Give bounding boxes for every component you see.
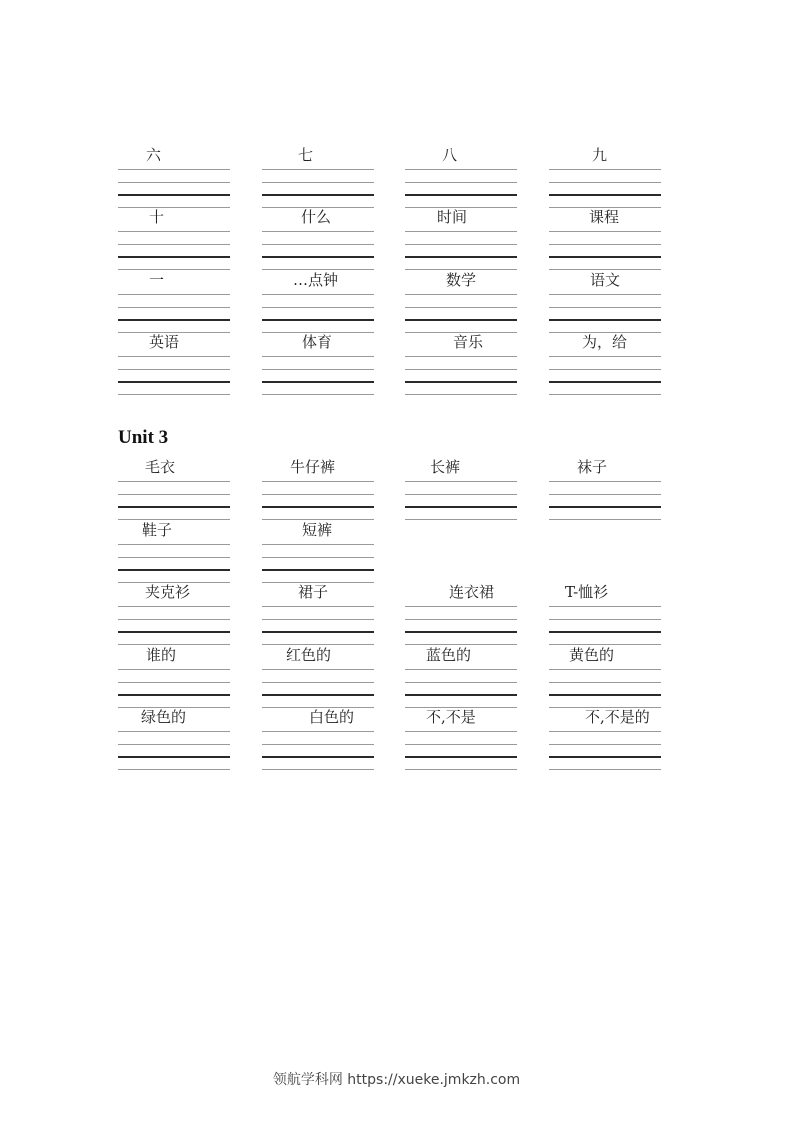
- vocab-word: 八: [442, 146, 458, 164]
- vocab-word: 不,不是的: [585, 708, 650, 726]
- vocab-cell: [549, 332, 661, 388]
- vocab-word: 七: [298, 146, 314, 164]
- vocab-word: 裙子: [298, 583, 329, 601]
- vocab-word: 牛仔裤: [290, 458, 336, 476]
- vocab-row: [0, 270, 793, 330]
- vocab-word: 谁的: [146, 646, 177, 664]
- vocab-cell: [549, 270, 661, 326]
- vocab-row: [0, 457, 793, 517]
- vocab-cell: [118, 645, 230, 701]
- vocab-word: 数学: [446, 271, 477, 289]
- vocab-word: 英语: [149, 333, 180, 351]
- vocab-word: 连衣裙: [449, 583, 495, 601]
- vocab-word: 语文: [590, 271, 621, 289]
- vocab-cell: [262, 707, 374, 763]
- vocab-cell: [405, 207, 517, 263]
- vocab-cell: [262, 457, 374, 513]
- vocab-cell: [262, 520, 374, 576]
- vocab-word: 课程: [589, 208, 620, 226]
- vocab-word: 什么: [301, 208, 332, 226]
- vocab-cell: [118, 332, 230, 388]
- vocab-word: 九: [592, 146, 608, 164]
- vocab-cell: [549, 145, 661, 201]
- vocab-cell: [405, 332, 517, 388]
- vocab-word: …点钟: [293, 271, 339, 289]
- vocab-cell: [262, 582, 374, 638]
- vocab-word: 时间: [437, 208, 468, 226]
- vocab-row: [0, 332, 793, 392]
- vocab-word: 绿色的: [141, 708, 187, 726]
- vocab-cell: [549, 707, 661, 763]
- vocab-word: 六: [146, 146, 162, 164]
- vocab-word: 红色的: [286, 646, 332, 664]
- vocab-word: 黄色的: [569, 646, 615, 664]
- vocab-word: 长裤: [430, 458, 461, 476]
- vocab-cell: [118, 707, 230, 763]
- vocab-cell: [262, 645, 374, 701]
- vocab-cell: [549, 457, 661, 513]
- vocab-word: 短裤: [302, 521, 333, 539]
- vocab-cell: [118, 457, 230, 513]
- vocab-cell: [118, 145, 230, 201]
- vocab-row: [0, 520, 793, 580]
- vocab-cell: [405, 457, 517, 513]
- vocab-cell: [118, 582, 230, 638]
- vocab-cell: [405, 145, 517, 201]
- vocab-word: 音乐: [453, 333, 484, 351]
- vocab-cell: [118, 270, 230, 326]
- vocab-cell: [118, 520, 230, 576]
- unit-title: Unit 3: [118, 427, 169, 448]
- vocab-word: 一: [149, 271, 165, 289]
- vocab-word: 袜子: [577, 458, 608, 476]
- vocab-word: 体育: [302, 333, 333, 351]
- vocab-cell: [405, 645, 517, 701]
- vocab-word: T-恤衫: [565, 583, 609, 601]
- vocab-row: [0, 707, 793, 767]
- vocab-cell: [262, 207, 374, 263]
- vocab-word: 鞋子: [142, 521, 173, 539]
- vocab-cell: [405, 707, 517, 763]
- vocab-cell: [405, 582, 517, 638]
- vocab-cell: [118, 207, 230, 263]
- vocab-cell: [262, 145, 374, 201]
- vocab-row: [0, 645, 793, 705]
- vocab-word: 十: [149, 208, 165, 226]
- vocab-cell: [549, 207, 661, 263]
- vocab-cell: [262, 270, 374, 326]
- vocab-row: [0, 207, 793, 267]
- vocab-word: 为，给: [582, 333, 628, 351]
- vocab-cell: [549, 645, 661, 701]
- page-footer-watermark: 领航学科网 https://xueke.jmkzh.com: [272, 1072, 521, 1088]
- vocab-word: 毛衣: [145, 458, 176, 476]
- vocab-word: 夹克衫: [145, 583, 191, 601]
- vocab-word: 不,不是: [426, 708, 476, 726]
- vocab-row: [0, 145, 793, 205]
- vocab-cell: [262, 332, 374, 388]
- vocab-word: 蓝色的: [426, 646, 472, 664]
- vocab-word: 白色的: [309, 708, 355, 726]
- vocab-cell: [405, 270, 517, 326]
- vocab-row: [0, 582, 793, 642]
- vocab-cell: [549, 582, 661, 638]
